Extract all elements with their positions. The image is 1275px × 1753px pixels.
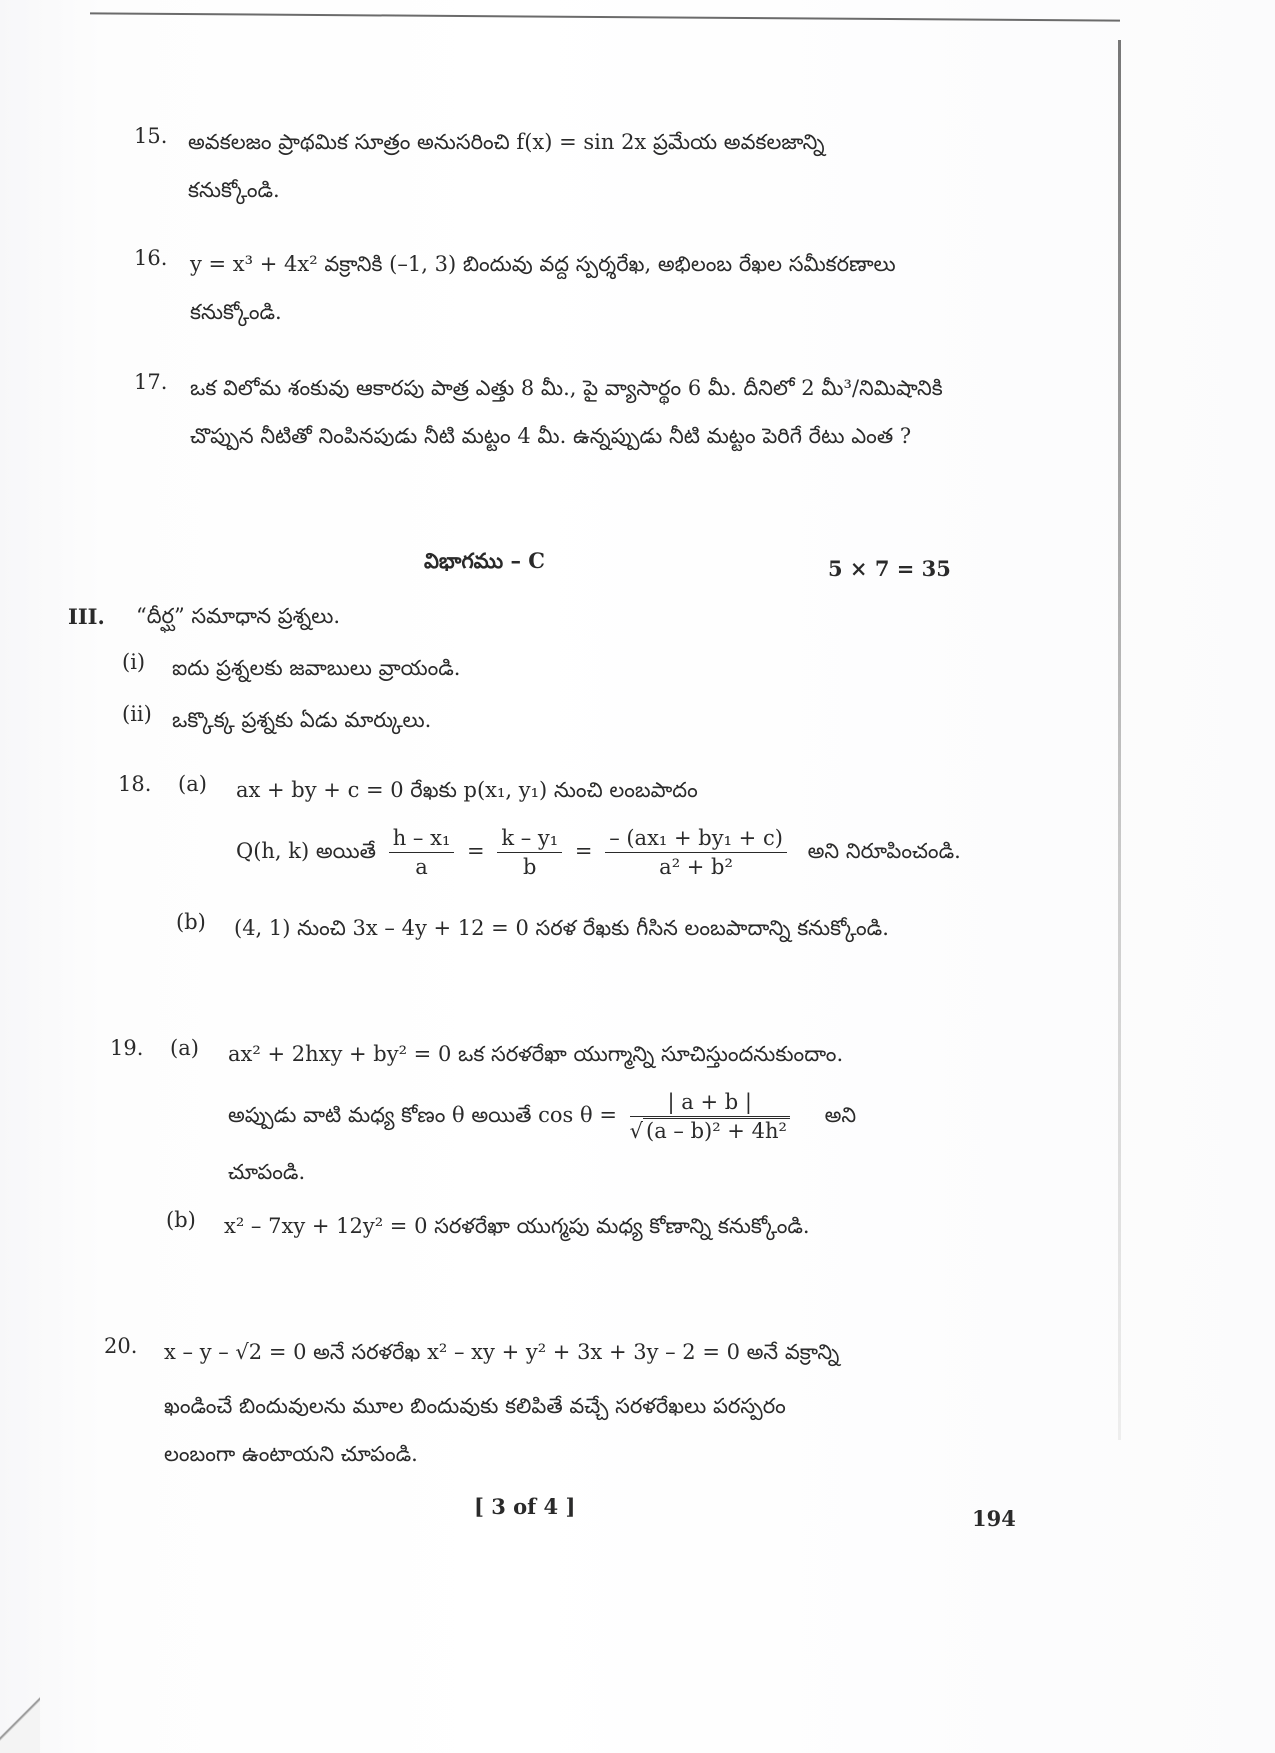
page-edge-right bbox=[1118, 40, 1121, 1440]
question-text: ఖండించే బిందువులను మూల బిందువుకు కలిపితే వచ్చే సరళరేఖలు పరస్పరం bbox=[164, 1394, 786, 1418]
sub-label: (b) bbox=[166, 1208, 196, 1232]
paper-code: 194 bbox=[972, 1506, 1016, 1531]
equation-suffix: అని bbox=[824, 1103, 857, 1127]
part-heading: “దీర్ఘ” సమాధాన ప్రశ్నలు. bbox=[136, 604, 341, 628]
question-text: x² – 7xy + 12y² = 0 సరళరేఖా యుగ్మపు మధ్య కోణాన్ని కనుక్కోండి. bbox=[224, 1214, 810, 1238]
sub-label: (a) bbox=[170, 1036, 199, 1060]
equation-prefix: Q(h, k) అయితే bbox=[236, 839, 377, 863]
question-text: ఒక విలోమ శంకువు ఆకారపు పాత్ర ఎత్తు 8 మీ., పై వ్యాసార్థం 6 మీ. దీనిలో 2 మీ³/నిమిషానికి bbox=[190, 376, 943, 400]
question-text: చూపండి. bbox=[228, 1160, 306, 1184]
section-title: విభాగము – C bbox=[424, 548, 546, 573]
question-text: కనుక్కోండి. bbox=[190, 300, 282, 324]
page-fold-corner bbox=[0, 1690, 40, 1753]
question-number: 19. bbox=[110, 1036, 144, 1060]
fraction: $\frac{\text{– (ax₁ + by₁ + c)}}{\text{a² + b²}}$ bbox=[605, 826, 787, 879]
fraction: $\frac{\text{h – x₁}}{a}$ bbox=[389, 826, 455, 879]
equation-row bbox=[228, 1090, 856, 1143]
question-text: కనుక్కోండి. bbox=[188, 178, 280, 202]
part-number: III. bbox=[68, 604, 105, 629]
fraction: $\frac{\text{k – y₁}}{b}$ bbox=[497, 826, 562, 879]
question-text: ax² + 2hxy + by² = 0 ఒక సరళరేఖా యుగ్మాన్ని సూచిస్తుందనుకుందాం. bbox=[228, 1042, 844, 1066]
question-number: 18. bbox=[118, 772, 152, 796]
equation-row: Q(h, k) అయితే $\frac{\text{h – x₁}}{a}$ = $\frac{\text{k – y₁}}{b}$ = $\frac{\text{– (ax₁ + by₁ + c)}}{\text{a² + b²}}$ అని నిరూపించండి. bbox=[236, 826, 961, 879]
sub-label: (b) bbox=[176, 910, 206, 934]
question-number: 17. bbox=[134, 370, 168, 394]
instruction-text: ఐదు ప్రశ్నలకు జవాబులు వ్రాయండి. bbox=[172, 656, 461, 680]
fraction: $\frac{| a + b |}{\text{√ (a – b)² + 4h²}}$ bbox=[630, 1090, 790, 1143]
question-text: x – y – √2 = 0 అనే సరళరేఖ x² – xy + y² + 3x + 3y – 2 = 0 అనే వక్రాన్ని bbox=[164, 1340, 840, 1364]
question-text: y = x³ + 4x² వక్రానికి (–1, 3) బిందువు వద్ద స్పర్శరేఖ, అభిలంబ రేఖల సమీకరణాలు bbox=[190, 252, 896, 276]
page-indicator: [ 3 of 4 ] bbox=[474, 1494, 576, 1519]
page-edge-top bbox=[90, 12, 1120, 21]
question-number: 16. bbox=[134, 246, 168, 270]
section-marks: 5 × 7 = 35 bbox=[828, 556, 951, 581]
question-number: 15. bbox=[134, 124, 168, 148]
equation-suffix: అని నిరూపించండి. bbox=[807, 839, 961, 863]
question-text: ax + by + c = 0 రేఖకు p(x₁, y₁) నుంచి లంబపాదం bbox=[236, 778, 698, 802]
instruction-label: (ii) bbox=[122, 702, 152, 726]
instruction-text: ఒక్కొక్క ప్రశ్నకు ఏడు మార్కులు. bbox=[172, 708, 432, 732]
question-number: 20. bbox=[104, 1334, 138, 1358]
instruction-label: (i) bbox=[122, 650, 146, 674]
question-text: లంబంగా ఉంటాయని చూపండి. bbox=[164, 1442, 418, 1466]
equation-prefix: అప్పుడు వాటి మధ్య కోణం θ అయితే cos θ = bbox=[228, 1103, 617, 1127]
question-text: అవకలజం ప్రాథమిక సూత్రం అనుసరించి f(x) = sin 2x ప్రమేయ అవకలజాన్ని bbox=[188, 130, 825, 154]
sub-label: (a) bbox=[178, 772, 207, 796]
question-text: చొప్పున నీటితో నింపినపుడు నీటి మట్టం 4 మీ. ఉన్నప్పుడు నీటి మట్టం పెరిగే రేటు ఎంత ? bbox=[190, 424, 912, 448]
question-text: (4, 1) నుంచి 3x – 4y + 12 = 0 సరళ రేఖకు గీసిన లంబపాదాన్ని కనుక్కోండి. bbox=[234, 916, 889, 940]
